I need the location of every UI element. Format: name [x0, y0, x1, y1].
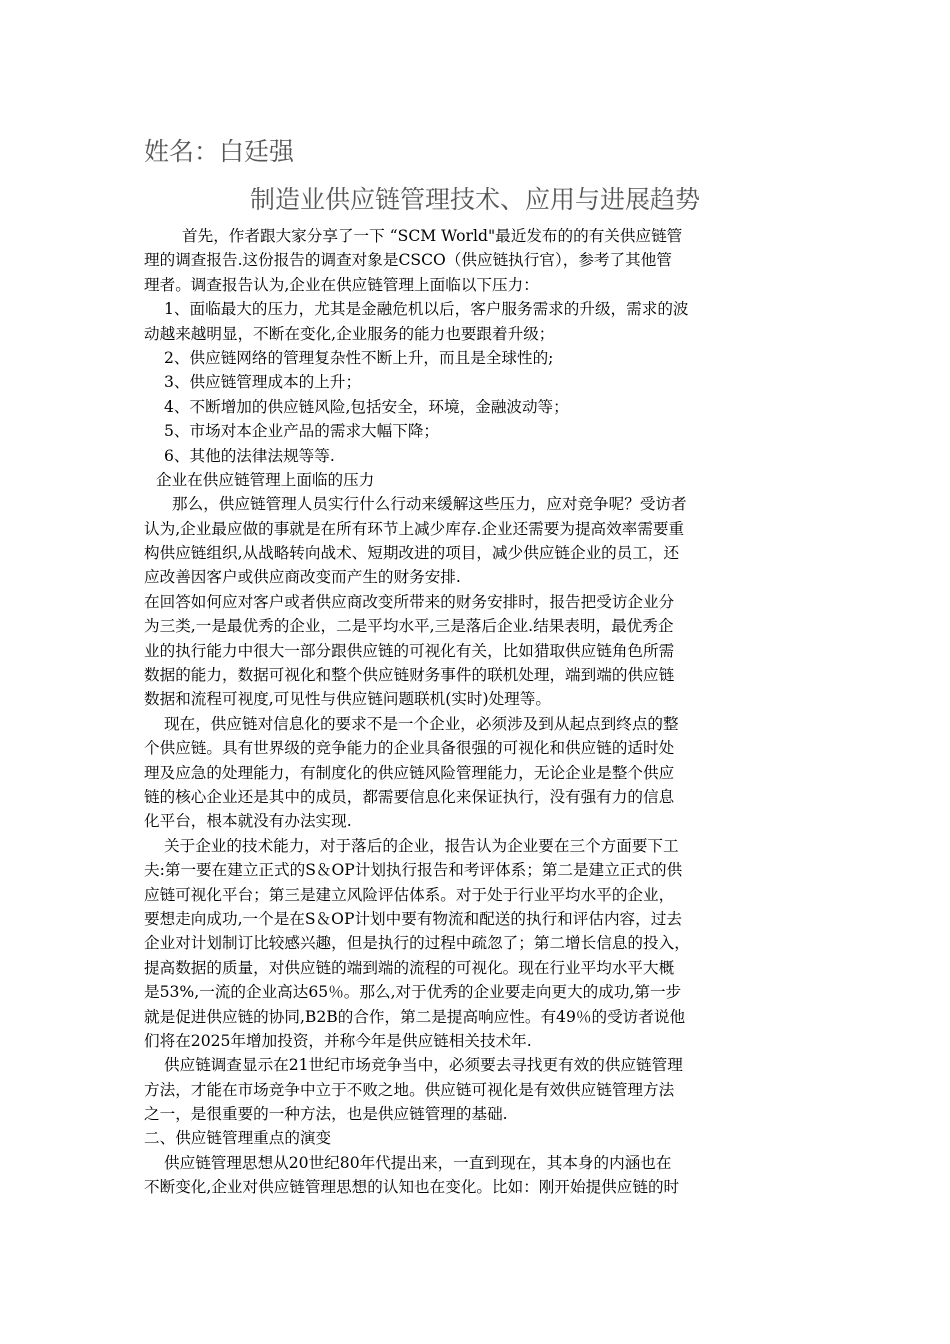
document-title: 制造业供应链管理技术、应用与进展趋势	[249, 185, 700, 214]
paragraph-line: 要想走向成功,一个是在S＆OP计划中要有物流和配送的执行和评估内容，过去	[144, 909, 682, 928]
paragraph-line: 是53%,一流的企业高达65％。那么,对于优秀的企业要走向更大的成功,第一步	[144, 983, 682, 1002]
paragraph-line: 就是促进供应链的协同,B2B的合作，第二是提高响应性。有49％的受访者说他	[144, 1007, 686, 1026]
paragraph-line: 供应链调查显示在21世纪市场竞争当中，必须要去寻找更有效的供应链管理	[164, 1056, 683, 1075]
body-text	[144, 224, 814, 1200]
paragraph-line: 那么，供应链管理人员实行什么行动来缓解这些压力，应对竞争呢？受访者	[172, 495, 687, 514]
paragraph-line: 们将在2025年增加投资，并称今年是供应链相关技术年.	[144, 1031, 532, 1050]
paragraph-line: 之一，是很重要的一种方法，也是供应链管理的基础.	[144, 1105, 508, 1124]
paragraph-line: 认为,企业最应做的事就是在所有环节上减少库存.企业还需要为提高效率需要重	[144, 519, 685, 538]
paragraph-line: 关于企业的技术能力，对于落后的企业，报告认为企业要在三个方面要下工	[164, 836, 679, 855]
paragraph-line: 应链可视化平台；第三是建立风险评估体系。对于处于行业平均水平的企业，	[144, 885, 675, 904]
paragraph-line: 企业对计划制订比较感兴趣，但是执行的过程中疏忽了；第二增长信息的投入，	[144, 934, 690, 953]
paragraph-line: 理的调查报告.这份报告的调查对象是CSCO（供应链执行官），参考了其他管	[144, 251, 672, 270]
paragraph-line: 个供应链。具有世界级的竞争能力的企业具备很强的可视化和供应链的适时处	[144, 739, 675, 758]
paragraph-line: 业的执行能力中很大一部分跟供应链的可视化有关，比如猎取供应链角色所需	[144, 641, 675, 660]
paragraph-line: 6、其他的法律法规等等.	[164, 446, 335, 465]
paragraph-line: 应改善因客户或供应商改变而产生的财务安排.	[144, 568, 461, 587]
paragraph-line: 链的核心企业还是其中的成员，都需要信息化来保证执行，没有强有力的信息	[144, 787, 675, 806]
paragraph-line: 数据和流程可视度,可见性与供应链问题联机(实时)处理等。	[144, 690, 551, 709]
paragraph-line: 2、供应链网络的管理复杂性不断上升，而且是全球性的;	[164, 348, 554, 367]
paragraph-line: 提高数据的质量，对供应链的端到端的流程的可视化。现在行业平均水平大概	[144, 958, 675, 977]
paragraph-line: 5、市场对本企业产品的需求大幅下降；	[164, 422, 440, 441]
author-name: 姓名：白廷强	[144, 137, 295, 166]
paragraph-line: 理及应急的处理能力，有制度化的供应链风险管理能力，无论企业是整个供应	[144, 763, 675, 782]
paragraph-line: 方法，才能在市场竞争中立于不败之地。供应链可视化是有效供应链管理方法	[144, 1080, 675, 1099]
paragraph-line: 化平台，根本就没有办法实现.	[144, 812, 352, 831]
paragraph-line: 现在，供应链对信息化的要求不是一个企业，必须涉及到从起点到终点的整	[164, 714, 679, 733]
paragraph-line: 动越来越明显，不断在变化,企业服务的能力也要跟着升级；	[144, 324, 555, 343]
paragraph-line: 1、面临最大的压力，尤其是金融危机以后，客户服务需求的升级，需求的波	[164, 300, 689, 319]
paragraph-line: 构供应链组织,从战略转向战术、短期改进的项目，减少供应链企业的员工，还	[144, 544, 680, 563]
paragraph-line: 二、供应链管理重点的演变	[144, 1129, 332, 1148]
paragraph-line: 夫:第一要在建立正式的S＆OP计划执行报告和考评体系；第二是建立正式的供	[144, 861, 683, 880]
paragraph-line: 理者。调查报告认为,企业在供应链管理上面临以下压力：	[144, 275, 539, 294]
paragraph-line: 4、不断增加的供应链风险,包括安全，环境，金融波动等；	[164, 397, 569, 416]
paragraph-line: 数据的能力，数据可视化和整个供应链财务事件的联机处理，端到端的供应链	[144, 666, 675, 685]
paragraph-line: 企业在供应链管理上面临的压力	[156, 470, 375, 489]
paragraph-line: 3、供应链管理成本的上升；	[164, 373, 362, 392]
paragraph-line: 首先，作者跟大家分享了一下 “SCM World"最近发布的的有关供应链管	[182, 227, 683, 245]
paragraph-line: 不断变化,企业对供应链管理思想的认知也在变化。比如：刚开始提供应链的时	[144, 1178, 680, 1197]
paragraph-line: 为三类,一是最优秀的企业，二是平均水平,三是落后企业.结果表明，最优秀企	[144, 617, 674, 636]
paragraph-line: 在回答如何应对客户或者供应商改变所带来的财务安排时，报告把受访企业分	[144, 592, 675, 611]
paragraph-line: 供应链管理思想从20世纪80年代提出来，一直到现在，其本身的内涵也在	[164, 1153, 672, 1172]
